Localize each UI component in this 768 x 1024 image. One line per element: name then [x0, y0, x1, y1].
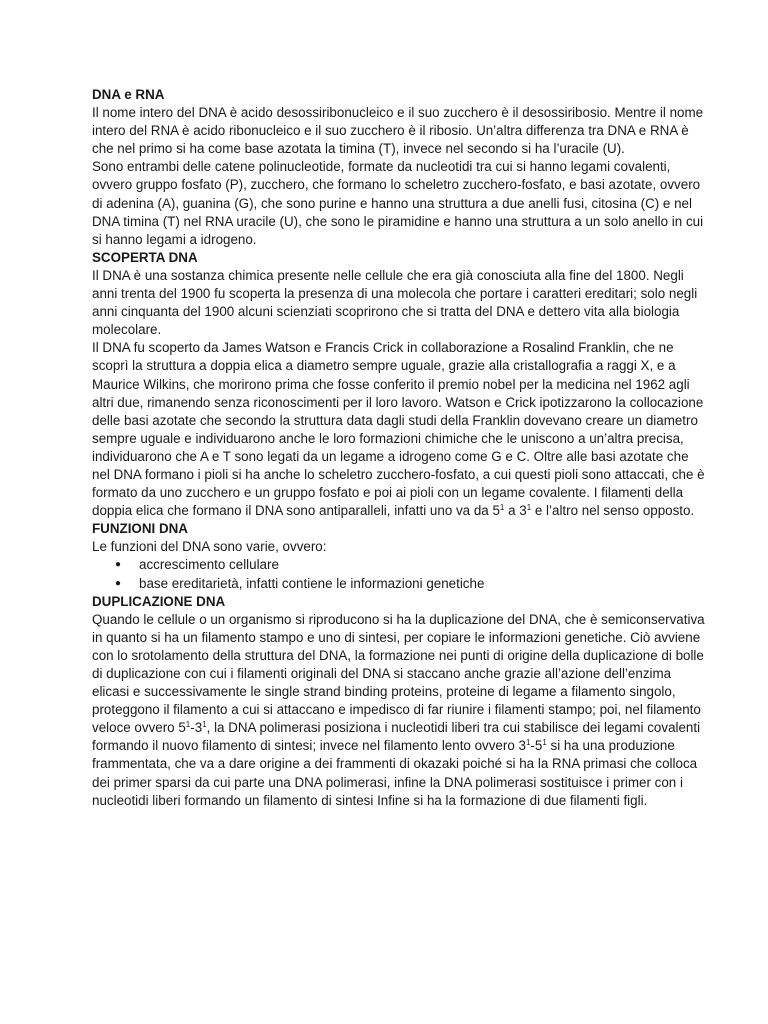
section-title-funzioni: FUNZIONI DNA [92, 521, 188, 537]
text-run: Il DNA fu scoperto da James Watson e Francis Crick in collaborazione a Rosalind Franklin, che ne scoprì la struttura a doppia elica a diametro sempre uguale, grazie alla cristallografia a raggi X, e a Maurice Wilkins, che morirono prima che fosse conferito il premio nobel per la medicina nel 1962 agli altri due, rimanendo senza riconoscimenti per il loro lavoro. Watson e Crick ipotizzarono la collocazione delle basi azotate che secondo la struttura data dagli studi della Franklin dovevano creare un diametro sempre uguale e individuarono anche le loro formazioni chimiche che le uniscono a un’altra precisa, individuarono che A e T sono legati da un legame a idrogeno come G e C. Oltre alle basi azotate che nel DNA formano i pioli si ha anche lo scheletro zucchero-fosfato, a cui questi pioli sono attaccati, che è formato da uno zucchero e un gruppo fosfato e poi ai pioli con un legame covalente. I filamenti della doppia elica che formano il DNA sono antiparalleli, infatti uno va da 5 [92, 340, 705, 519]
list-item: ● accrescimento cellulare [115, 556, 708, 574]
text-run: Quando le cellule o un organismo si riproducono si ha la duplicazione del DNA, che è semiconservativa in quanto si ha un filamento stampo e uno di sintesi, per copiare le informazioni genetiche. Ciò avviene con lo srotolamento della struttura del DNA, la formazione nei punti di origine della duplicazione di bolle di duplicazione con cui i filamenti originali del DNA si staccano anche grazie all’azione dell’enzima elicasi e successivamente le single strand binding proteins, proteine di legame a filamento singolo, proteggono il filamento a cui si attaccano e impedisco di far riunire i filamenti stampo; poi, nel filamento veloce ovvero 5 [92, 611, 705, 736]
paragraph-funzioni-intro: Le funzioni del DNA sono varie, ovvero: [92, 539, 327, 555]
text-run: e l’altro nel senso opposto. [531, 503, 695, 519]
list-item: ● base ereditarietà, infatti contiene le informazioni genetiche [115, 575, 708, 593]
superscript: 1 [526, 503, 532, 513]
superscript: 1 [499, 503, 505, 513]
paragraph-dna-rna-names: Il nome intero del DNA è acido desossiribonucleico e il suo zucchero è il desossiribosio. Mentre il nome intero del RNA è acido ribonucleico e il suo zucchero è il ribosio. Un’altra differenza tra DNA e RNA è che nel primo si ha come base azotata la timina (T), invece nel secondo si ha l’uracile (U). [92, 105, 704, 157]
section-title-dna-rna: DNA e RNA [92, 87, 165, 102]
bullet-list [92, 556, 708, 592]
paragraph-dna-rna-structure: Sono entrambi delle catene polinucleotide, formate da nucleotidi tra cui si hanno legami covalenti, ovvero gruppo fosfato (P), zucchero, che formano lo scheletro zucchero-fosfato, e basi azotate, ovvero di adenina (A), guanina (G), che sono purine e hanno una struttura a due anelli fusi, citosina (C) e nel DNA timina (T) nel RNA uracile (U), che sono le piramidine e hanno una struttura a un solo anello in cui si hanno legami a idrogeno. [92, 159, 704, 247]
section-title-scoperta: SCOPERTA DNA [92, 249, 198, 265]
text-run: , la DNA polimerasi posiziona i nucleotidi liberi tra cui stabilisce dei legami covalenti formando il nuovo filamento di sintesi; invece nel filamento lento ovvero 3 [92, 720, 701, 754]
text-run: -5 [530, 738, 543, 754]
superscript: 1 [185, 720, 191, 730]
section-title-duplicazione: DUPLICAZIONE DNA [92, 593, 226, 609]
text-run: a 3 [504, 503, 527, 519]
text-run: si ha una produzione frammentata, che va a dare origine a dei frammenti di okazaki poiché si ha la RNA primasi che colloca dei primer sparsi da cui parte una DNA polimerasi, infine la DNA polimerasi sostituisce i primer con i nucleotidi liberi formando un filamento di sintesi Infine si ha la formazione di due filamenti figli. [92, 738, 698, 808]
paragraph-scoperta-discovery [92, 339, 708, 520]
text-run: -3 [190, 720, 203, 736]
superscript: 1 [202, 720, 207, 730]
paragraph-duplicazione [92, 611, 708, 810]
superscript: 1 [525, 738, 531, 748]
paragraph-scoperta-history: Il DNA è una sostanza chimica presente nelle cellule che era già conosciuta alla fine del 1800. Negli anni trenta del 1900 fu scoperta la presenza di una molecola che portare i caratteri ereditari; solo negli anni cinquanta del 1900 alcuni scienziati scoprirono che si tratta del DNA e dettero vita alla biologia molecolare. [92, 267, 698, 338]
superscript: 1 [542, 738, 547, 748]
